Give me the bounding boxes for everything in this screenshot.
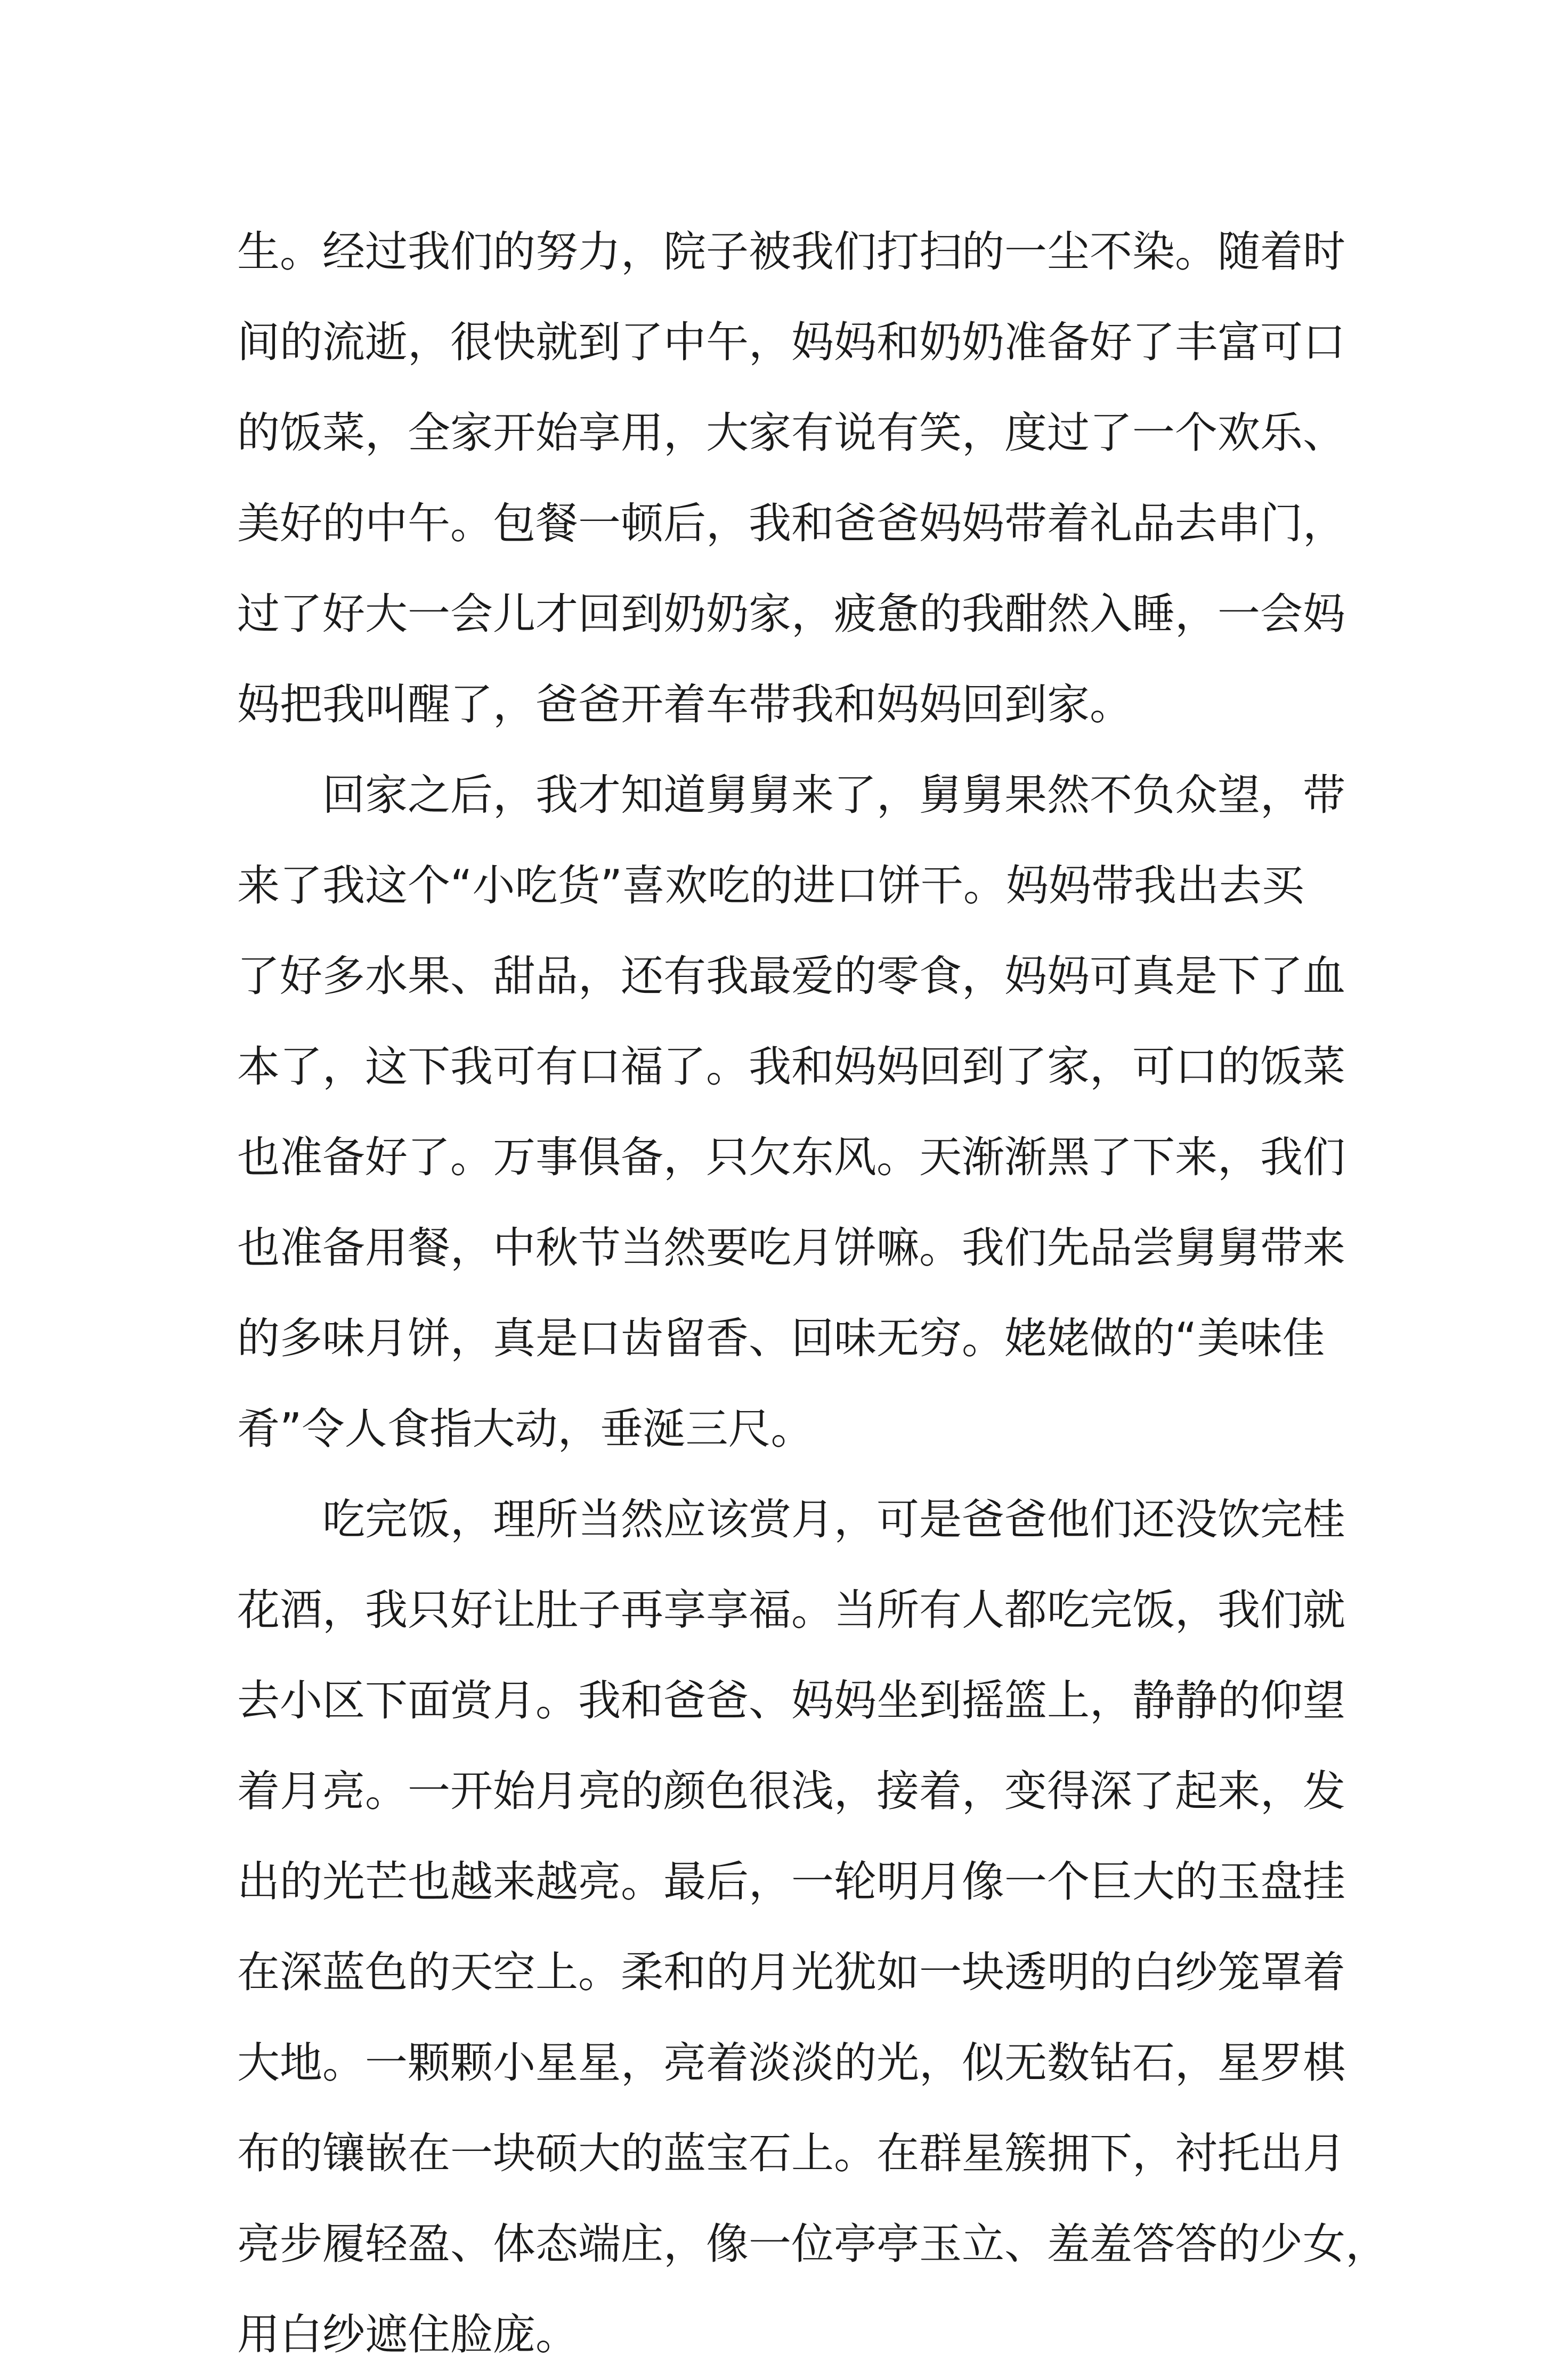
text-line: 在深蓝色的天空上。柔和的月光犹如一块透明的白纱笼罩着 — [237, 1947, 1345, 1997]
text-line: 间的流逝，很快就到了中午，妈妈和奶奶准备好了丰富可口 — [237, 317, 1345, 367]
text-line: 去小区下面赏月。我和爸爸、妈妈坐到摇篮上，静静的仰望 — [237, 1676, 1345, 1725]
text-line: 的多味月饼，真是口齿留香、回味无穷。姥姥做的“美味佳 — [237, 1314, 1325, 1363]
text-line: 也准备用餐，中秋节当然要吃月饼嘛。我们先品尝舅舅带来 — [237, 1223, 1345, 1273]
text-line: 妈把我叫醒了，爸爸开着车带我和妈妈回到家。 — [237, 680, 1132, 729]
text-line: 了好多水果、甜品，还有我最爱的零食，妈妈可真是下了血 — [237, 951, 1345, 1001]
text-line: 吃完饭，理所当然应该赏月，可是爸爸他们还没饮完桂 — [322, 1495, 1345, 1544]
text-line: 大地。一颗颗小星星，亮着淡淡的光，似无数钻石，星罗棋 — [237, 2038, 1345, 2088]
text-line: 过了好大一会儿才回到奶奶家，疲惫的我酣然入睡，一会妈 — [237, 589, 1345, 639]
text-line: 出的光芒也越来越亮。最后，一轮明月像一个巨大的玉盘挂 — [237, 1857, 1345, 1906]
text-line: 本了，这下我可有口福了。我和妈妈回到了家，可口的饭菜 — [237, 1042, 1345, 1091]
text-line: 的饭菜，全家开始享用，大家有说有笑，度过了一个欢乐、 — [237, 408, 1345, 458]
text-line: 生。经过我们的努力，院子被我们打扫的一尘不染。随着时 — [237, 227, 1345, 276]
text-line: 美好的中午。包餐一顿后，我和爸爸妈妈带着礼品去串门， — [237, 499, 1345, 548]
text-line: 用白纱遮住脸庞。 — [237, 2310, 578, 2359]
text-line: 亮步履轻盈、体态端庄，像一位亭亭玉立、羞羞答答的少女， — [237, 2219, 1388, 2269]
body-text — [237, 207, 1388, 2380]
text-line: 肴”令人食指大动，垂涎三尺。 — [237, 1404, 814, 1454]
text-line: 来了我这个“小吃货”喜欢吃的进口饼干。妈妈带我出去买 — [237, 861, 1304, 910]
text-line: 也准备好了。万事俱备，只欠东风。天渐渐黑了下来，我们 — [237, 1132, 1345, 1182]
text-line: 花酒，我只好让肚子再享享福。当所有人都吃完饭，我们就 — [237, 1585, 1345, 1635]
text-line: 着月亮。一开始月亮的颜色很浅，接着，变得深了起来，发 — [237, 1766, 1345, 1816]
text-line: 布的镶嵌在一块硕大的蓝宝石上。在群星簇拥下，衬托出月 — [237, 2129, 1345, 2178]
text-line: 回家之后，我才知道舅舅来了，舅舅果然不负众望，带 — [322, 770, 1345, 820]
